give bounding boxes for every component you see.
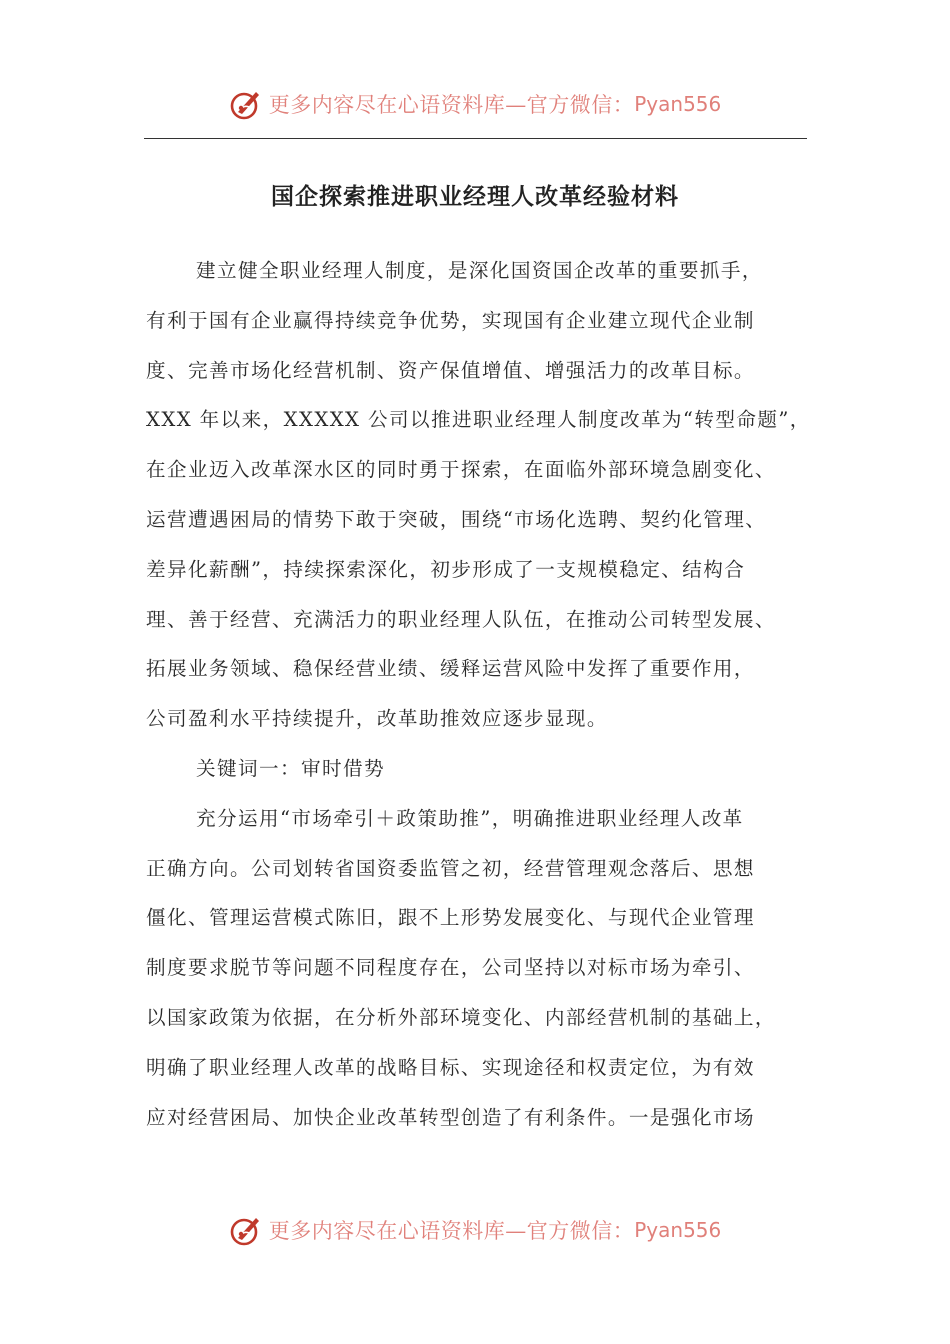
body-line: 建立健全职业经理人制度，是深化国资国企改革的重要抓手， (196, 259, 763, 282)
body-line: 正确方向。公司划转省国资委监管之初，经营管理观念落后、思想 (146, 856, 755, 880)
body-line: 充分运用“市场牵引＋政策助推”，明确推进职业经理人改革 (196, 806, 744, 830)
section-heading: 关键词一：审时借势 (196, 756, 385, 780)
header-banner-text: 更多内容尽在心语资料库—官方微信： (268, 93, 635, 117)
footer-wechat-id: Pyan556 (634, 1218, 722, 1242)
quill-pen-logo-icon (229, 1213, 263, 1247)
quill-pen-logo-icon (229, 87, 263, 121)
body-line: 以国家政策为依据，在分析外部环境变化、内部经营机制的基础上， (146, 1005, 776, 1029)
body-line: 差异化薪酬”，持续探索深化，初步形成了一支规模稳定、结构合 (146, 557, 746, 581)
body-line: XXX 年以来，XXXXX 公司以推进职业经理人制度改革为“转型命题”， (146, 408, 811, 432)
footer-banner-text: 更多内容尽在心语资料库—官方微信： (268, 1219, 635, 1243)
body-line: 明确了职业经理人改革的战略目标、实现途径和权责定位，为有效 (146, 1055, 755, 1079)
document-title: 国企探索推进职业经理人改革经验材料 (271, 184, 679, 210)
body-line: 僵化、管理运营模式陈旧，跟不上形势发展变化、与现代企业管理 (146, 906, 755, 930)
document-body (146, 246, 810, 1142)
body-line: 制度要求脱节等问题不同程度存在，公司坚持以对标市场为牵引、 (146, 956, 755, 980)
body-line: 拓展业务领域、稳保经营业绩、缓释运营风险中发挥了重要作用， (146, 657, 755, 681)
header-wechat-id: Pyan556 (634, 92, 722, 116)
body-line: 理、善于经营、充满活力的职业经理人队伍，在推动公司转型发展、 (146, 607, 776, 631)
body-line: 度、完善市场化经营机制、资产保值增值、增强活力的改革目标。 (146, 358, 755, 382)
body-line: 公司盈利水平持续提升，改革助推效应逐步显现。 (146, 707, 608, 731)
footer-banner (0, 1210, 950, 1250)
header-banner (0, 84, 950, 124)
body-line: 运营遭遇困局的情势下敢于突破，围绕“市场化选聘、契约化管理、 (146, 507, 767, 531)
body-line: 在企业迈入改革深水区的同时勇于探索，在面临外部环境急剧变化、 (146, 458, 776, 482)
body-line: 有利于国有企业赢得持续竞争优势，实现国有企业建立现代企业制 (146, 308, 755, 332)
body-line: 应对经营困局、加快企业改革转型创造了有利条件。一是强化市场 (146, 1105, 755, 1129)
header-divider (144, 138, 807, 139)
